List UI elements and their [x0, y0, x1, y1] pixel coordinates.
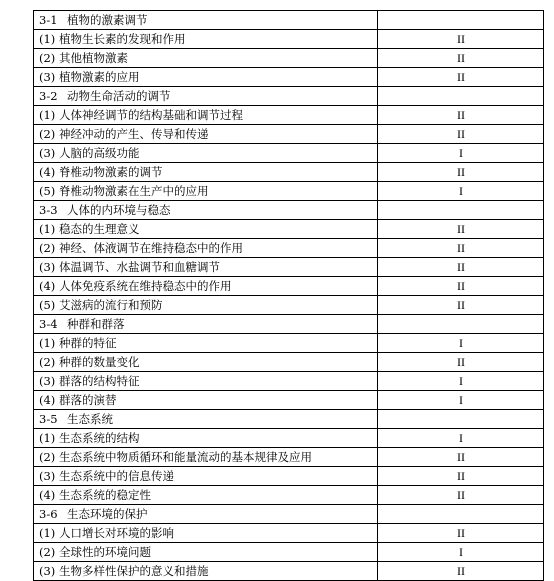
topic-cell	[34, 448, 378, 467]
topic-cell	[34, 543, 378, 562]
requirement-level: I	[378, 372, 544, 391]
table-row	[34, 163, 544, 182]
item-number: (2)	[39, 127, 56, 141]
section-level-cell	[378, 410, 544, 429]
topic-cell	[34, 353, 378, 372]
item-text: 脊椎动物激素在生产中的应用	[59, 184, 209, 198]
item-number: (5)	[39, 298, 56, 312]
item-number: (1)	[39, 336, 56, 350]
topic-cell	[34, 106, 378, 125]
item-number: (2)	[39, 545, 56, 559]
section-title: 生态系统	[67, 412, 113, 426]
table-row	[34, 106, 544, 125]
section-header-row	[34, 201, 544, 220]
section-title-cell	[34, 11, 378, 30]
topic-cell	[34, 524, 378, 543]
table-row	[34, 258, 544, 277]
item-number: (4)	[39, 488, 56, 502]
requirement-level: II	[378, 30, 544, 49]
item-text: 稳态的生理意义	[59, 222, 140, 236]
section-title-cell	[34, 505, 378, 524]
requirement-level: II	[378, 106, 544, 125]
item-number: (5)	[39, 184, 56, 198]
item-text: 神经、体液调节在维持稳态中的作用	[59, 241, 243, 255]
table-row	[34, 182, 544, 201]
topic-cell	[34, 372, 378, 391]
table-row	[34, 429, 544, 448]
requirement-level: I	[378, 543, 544, 562]
table-row	[34, 467, 544, 486]
item-text: 脊椎动物激素的调节	[59, 165, 163, 179]
item-number: (1)	[39, 526, 56, 540]
section-level-cell	[378, 505, 544, 524]
item-text: 生态系统中的信息传递	[59, 469, 174, 483]
table-row	[34, 486, 544, 505]
requirement-level: I	[378, 429, 544, 448]
requirement-level: II	[378, 239, 544, 258]
section-header-row	[34, 410, 544, 429]
section-level-cell	[378, 87, 544, 106]
topic-cell	[34, 68, 378, 87]
topic-cell	[34, 220, 378, 239]
topic-cell	[34, 391, 378, 410]
section-header-row	[34, 315, 544, 334]
item-text: 生态系统中物质循环和能量流动的基本规律及应用	[59, 450, 312, 464]
requirement-level: I	[378, 391, 544, 410]
table-row	[34, 448, 544, 467]
table-row	[34, 220, 544, 239]
requirement-level: I	[378, 334, 544, 353]
topic-cell	[34, 277, 378, 296]
table-row	[34, 543, 544, 562]
item-text: 群落的结构特征	[59, 374, 140, 388]
requirement-level: II	[378, 353, 544, 372]
requirement-level: II	[378, 467, 544, 486]
table-row	[34, 68, 544, 87]
requirement-level: II	[378, 296, 544, 315]
item-text: 全球性的环境问题	[59, 545, 151, 559]
topic-cell	[34, 296, 378, 315]
section-header-row	[34, 87, 544, 106]
topic-cell	[34, 429, 378, 448]
item-number: (1)	[39, 108, 56, 122]
topic-cell	[34, 30, 378, 49]
item-text: 种群的数量变化	[59, 355, 140, 369]
item-number: (3)	[39, 374, 56, 388]
section-title-cell	[34, 87, 378, 106]
item-number: (4)	[39, 393, 56, 407]
table-row	[34, 144, 544, 163]
section-number: 3-3	[39, 203, 58, 217]
item-number: (2)	[39, 355, 56, 369]
item-number: (2)	[39, 241, 56, 255]
item-text: 植物生长素的发现和作用	[59, 32, 186, 46]
requirement-level: II	[378, 524, 544, 543]
item-number: (2)	[39, 51, 56, 65]
item-number: (3)	[39, 260, 56, 274]
topic-cell	[34, 258, 378, 277]
item-text: 生态系统的稳定性	[59, 488, 151, 502]
section-title-cell	[34, 315, 378, 334]
topic-cell	[34, 182, 378, 201]
requirement-level: I	[378, 182, 544, 201]
item-text: 群落的演替	[59, 393, 117, 407]
item-text: 人脑的高级功能	[59, 146, 140, 160]
table-row	[34, 239, 544, 258]
item-text: 植物激素的应用	[59, 70, 140, 84]
section-number: 3-4	[39, 317, 58, 331]
section-header-row	[34, 11, 544, 30]
requirement-level: II	[378, 448, 544, 467]
requirement-level: II	[378, 562, 544, 581]
table-row	[34, 372, 544, 391]
requirement-level: II	[378, 220, 544, 239]
topic-cell	[34, 239, 378, 258]
topic-cell	[34, 144, 378, 163]
section-title: 人体的内环境与稳态	[67, 203, 171, 217]
section-title: 动物生命活动的调节	[67, 89, 171, 103]
table-row	[34, 296, 544, 315]
section-title: 生态环境的保护	[67, 507, 148, 521]
section-title: 种群和群落	[67, 317, 125, 331]
item-number: (4)	[39, 165, 56, 179]
requirement-level: II	[378, 277, 544, 296]
topic-cell	[34, 334, 378, 353]
requirement-level: II	[378, 68, 544, 87]
topic-cell	[34, 49, 378, 68]
table-row	[34, 353, 544, 372]
item-text: 神经冲动的产生、传导和传递	[59, 127, 209, 141]
section-number: 3-1	[39, 13, 58, 27]
section-number: 3-5	[39, 412, 58, 426]
section-level-cell	[378, 11, 544, 30]
item-text: 体温调节、水盐调节和血糖调节	[59, 260, 220, 274]
section-number: 3-2	[39, 89, 58, 103]
item-text: 其他植物激素	[59, 51, 128, 65]
section-title: 植物的激素调节	[67, 13, 148, 27]
section-level-cell	[378, 201, 544, 220]
syllabus-body	[34, 11, 544, 581]
syllabus-table	[33, 10, 544, 581]
requirement-level: II	[378, 163, 544, 182]
table-row	[34, 391, 544, 410]
table-row	[34, 30, 544, 49]
table-row	[34, 277, 544, 296]
table-row	[34, 524, 544, 543]
item-number: (4)	[39, 279, 56, 293]
topic-cell	[34, 163, 378, 182]
item-number: (1)	[39, 32, 56, 46]
section-title-cell	[34, 201, 378, 220]
item-number: (1)	[39, 431, 56, 445]
item-text: 生态系统的结构	[59, 431, 140, 445]
item-number: (3)	[39, 70, 56, 84]
requirement-level: II	[378, 486, 544, 505]
item-text: 人体免疫系统在维持稳态中的作用	[59, 279, 232, 293]
item-text: 人体神经调节的结构基础和调节过程	[59, 108, 243, 122]
section-level-cell	[378, 315, 544, 334]
topic-cell	[34, 467, 378, 486]
item-text: 人口增长对环境的影响	[59, 526, 174, 540]
item-number: (3)	[39, 469, 56, 483]
item-number: (2)	[39, 450, 56, 464]
item-text: 生物多样性保护的意义和措施	[59, 564, 209, 578]
topic-cell	[34, 125, 378, 144]
item-number: (1)	[39, 222, 56, 236]
table-row	[34, 125, 544, 144]
section-header-row	[34, 505, 544, 524]
table-row	[34, 334, 544, 353]
topic-cell	[34, 486, 378, 505]
table-row	[34, 49, 544, 68]
requirement-level: I	[378, 144, 544, 163]
item-number: (3)	[39, 564, 56, 578]
item-number: (3)	[39, 146, 56, 160]
section-number: 3-6	[39, 507, 58, 521]
requirement-level: II	[378, 125, 544, 144]
item-text: 艾滋病的流行和预防	[59, 298, 163, 312]
requirement-level: II	[378, 49, 544, 68]
requirement-level: II	[378, 258, 544, 277]
section-title-cell	[34, 410, 378, 429]
item-text: 种群的特征	[59, 336, 117, 350]
